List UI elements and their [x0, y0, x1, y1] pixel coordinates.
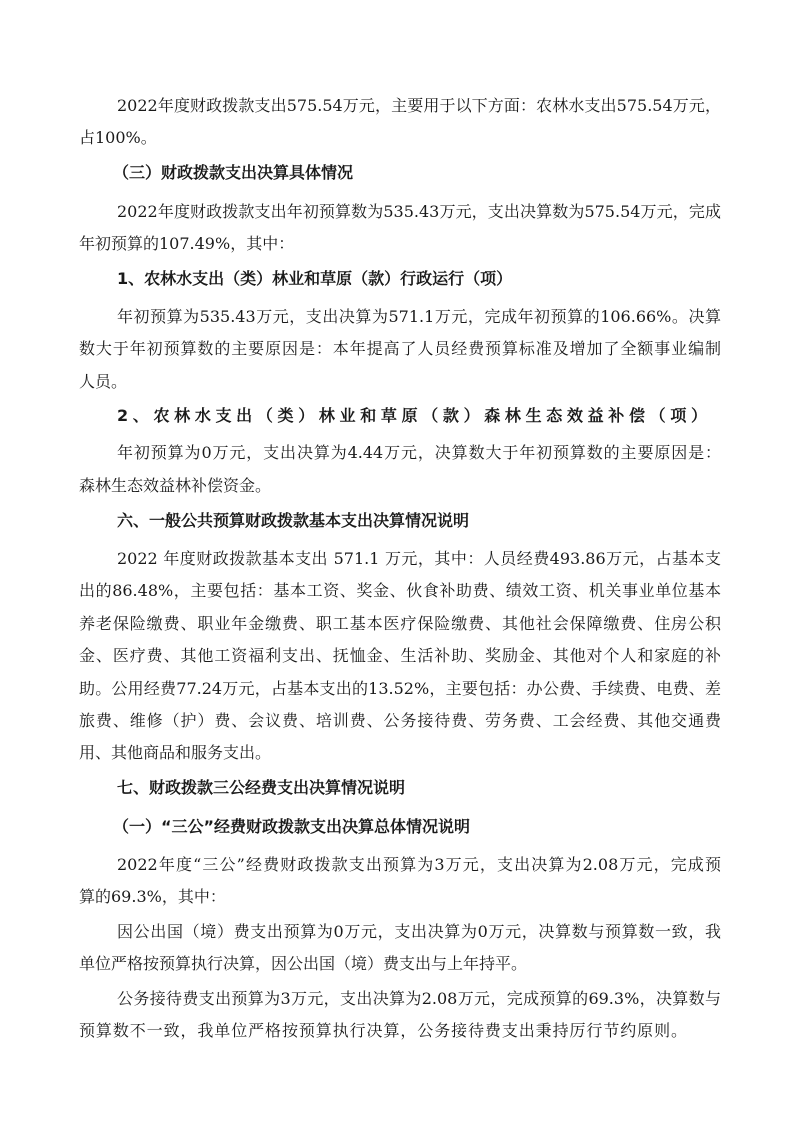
subsection-heading: （一）“三公”经费财政拨款支出决算总体情况说明 — [113, 817, 471, 836]
paragraph-line: 年初预算为535.43万元，支出决算为571.1万元，完成年初预算的106.66%。决算 — [117, 307, 721, 326]
paragraph-line: 占100%。 — [79, 128, 157, 147]
paragraph-line: 2022 年度财政拨款基本支出 571.1 万元，其中：人员经费493.86万元，占基本支 — [117, 549, 721, 568]
paragraph-line: 年初预算的107.49%，其中： — [79, 234, 295, 253]
paragraph-line: 出的86.48%，主要包括：基本工资、奖金、伙食补助费、绩效工资、机关事业单位基本 — [79, 581, 721, 600]
paragraph-line: 因公出国（境）费支出预算为0万元，支出决算为0万元，决算数与预算数一致，我 — [117, 922, 721, 941]
paragraph-line: 单位严格按预算执行决算，因公出国（境）费支出与上年持平。 — [79, 954, 528, 973]
paragraph-line: 养老保险缴费、职业年金缴费、职工基本医疗保险缴费、其他社会保障缴费、住房公积 — [79, 614, 721, 633]
paragraph-line: 助。公用经费77.24万元，占基本支出的13.52%，主要包括：办公费、手续费、电费、差 — [79, 679, 721, 698]
paragraph-line: 人员。 — [79, 372, 128, 391]
section-heading: 1、农林水支出（类）林业和草原（款）行政运行（项） — [117, 269, 513, 288]
section-heading: （三）财政拨款支出决算具体情况 — [113, 163, 354, 182]
paragraph-line: 公务接待费支出预算为3万元，支出决算为2.08万元，完成预算的69.3%，决算数与 — [117, 989, 721, 1008]
paragraph-line: 2022年度“三公”经费财政拨款支出预算为3万元，支出决算为2.08万元，完成预 — [117, 855, 721, 874]
paragraph-line: 预算数不一致，我单位严格按预算执行决算，公务接待费支出秉持厉行节约原则。 — [79, 1021, 687, 1040]
paragraph-line: 森林生态效益林补偿资金。 — [79, 476, 272, 495]
paragraph-line: 算的69.3%，其中： — [79, 887, 226, 906]
paragraph-line: 用、其他商品和服务支出。 — [79, 743, 272, 762]
paragraph-line: 年初预算为0万元，支出决算为4.44万元，决算数大于年初预算数的主要原因是： — [117, 443, 721, 462]
section-heading: 六、一般公共预算财政拨款基本支出决算情况说明 — [117, 511, 470, 530]
section-heading: 七、财政拨款三公经费支出决算情况说明 — [117, 778, 406, 797]
paragraph-line: 旅费、维修（护）费、会议费、培训费、公务接待费、劳务费、工会经费、其他交通费 — [79, 711, 721, 730]
paragraph-line: 2022年度财政拨款支出年初预算数为535.43万元，支出决算数为575.54万元，完成 — [117, 202, 721, 221]
paragraph-line: 2022年度财政拨款支出575.54万元，主要用于以下方面：农林水支出575.54万元， — [117, 96, 721, 115]
paragraph-line: 金、医疗费、其他工资福利支出、抚恤金、生活补助、奖励金、其他对个人和家庭的补 — [79, 646, 721, 665]
paragraph-line: 数大于年初预算数的主要原因是：本年提高了人员经费预算标准及增加了全额事业编制 — [79, 339, 721, 358]
section-heading: 2、农林水支出（类）林业和草原（款）森林生态效益补偿（项） — [117, 406, 707, 425]
